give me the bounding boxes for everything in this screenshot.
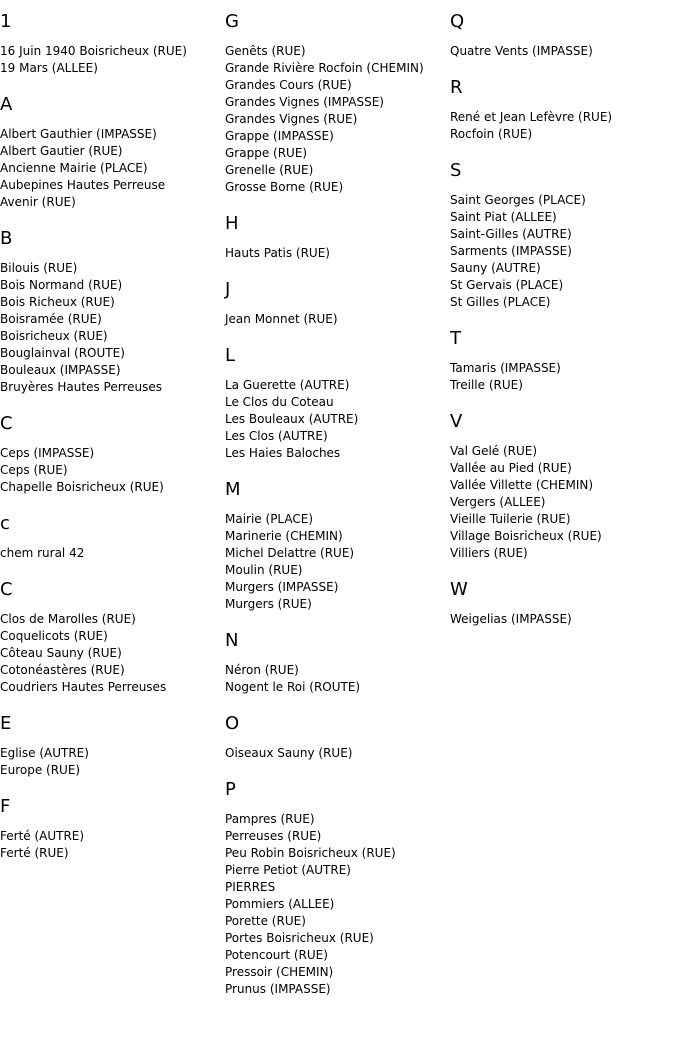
street-index-column-1 <box>0 9 225 877</box>
street-list <box>225 511 450 613</box>
street-link[interactable]: Bruyères Hautes Perreuses <box>0 380 162 394</box>
street-list <box>225 43 450 196</box>
letter-heading: L <box>225 345 236 366</box>
street-link[interactable]: Avenir (RUE) <box>0 195 76 209</box>
street-link[interactable]: Bouglainval (ROUTE) <box>0 346 125 360</box>
street-link[interactable]: Le Clos du Coteau <box>225 395 334 409</box>
letter-heading: 1 <box>0 11 12 32</box>
street-link[interactable]: Vieille Tuilerie (RUE) <box>450 512 571 526</box>
street-link[interactable]: Ferté (RUE) <box>0 846 69 860</box>
street-link[interactable]: Bouleaux (IMPASSE) <box>0 363 121 377</box>
letter-group <box>450 158 675 311</box>
street-link[interactable]: Grandes Vignes (RUE) <box>225 112 358 126</box>
street-link[interactable]: Prunus (IMPASSE) <box>225 982 331 996</box>
letter-group <box>225 711 450 762</box>
street-link[interactable]: Grappe (RUE) <box>225 146 308 160</box>
letter-group <box>225 628 450 696</box>
letter-heading: V <box>450 411 463 432</box>
street-link[interactable]: Moulin (RUE) <box>225 563 303 577</box>
street-link[interactable]: Potencourt (RUE) <box>225 948 328 962</box>
letter-group <box>450 577 675 628</box>
street-list <box>0 260 225 396</box>
street-list <box>0 611 225 696</box>
letter-group <box>225 343 450 462</box>
street-link[interactable]: St Gilles (PLACE) <box>450 295 551 309</box>
street-link[interactable]: Côteau Sauny (RUE) <box>0 646 122 660</box>
letter-heading: M <box>225 479 241 500</box>
street-link[interactable]: Oiseaux Sauny (RUE) <box>225 746 353 760</box>
letter-heading: C <box>0 413 13 434</box>
letter-heading: P <box>225 779 236 800</box>
street-list <box>450 360 675 394</box>
street-link[interactable]: Grosse Borne (RUE) <box>225 180 344 194</box>
street-link[interactable]: Pressoir (CHEMIN) <box>225 965 334 979</box>
street-link[interactable]: Weigelias (IMPASSE) <box>450 612 572 626</box>
letter-heading: R <box>450 77 463 98</box>
street-list <box>450 109 675 143</box>
street-link[interactable]: Boisramée (RUE) <box>0 312 102 326</box>
street-link[interactable]: Treille (RUE) <box>450 378 523 392</box>
letter-heading: W <box>450 579 468 600</box>
street-list <box>0 43 225 77</box>
street-link[interactable]: Nogent le Roi (ROUTE) <box>225 680 361 694</box>
street-link[interactable]: Albert Gautier (RUE) <box>0 144 123 158</box>
street-link[interactable]: Vergers (ALLEE) <box>450 495 546 509</box>
letter-group <box>450 75 675 143</box>
street-link[interactable]: Portes Boisricheux (RUE) <box>225 931 374 945</box>
letter-heading: G <box>225 11 239 32</box>
street-link[interactable]: Marinerie (CHEMIN) <box>225 529 343 543</box>
street-list <box>0 545 225 562</box>
street-link[interactable]: Les Clos (AUTRE) <box>225 429 328 443</box>
street-link[interactable]: Quatre Vents (IMPASSE) <box>450 44 593 58</box>
street-link[interactable]: Val Gelé (RUE) <box>450 444 538 458</box>
letter-heading: E <box>0 713 12 734</box>
letter-heading: T <box>450 328 461 349</box>
letter-heading: N <box>225 630 239 651</box>
street-link[interactable]: Perreuses (RUE) <box>225 829 322 843</box>
street-link[interactable]: Village Boisricheux (RUE) <box>450 529 602 543</box>
letter-heading: C <box>0 579 13 600</box>
street-link[interactable]: St Gervais (PLACE) <box>450 278 564 292</box>
street-link[interactable]: Bois Richeux (RUE) <box>0 295 115 309</box>
letter-heading: Q <box>450 11 465 32</box>
street-link[interactable]: Michel Delattre (RUE) <box>225 546 355 560</box>
street-link[interactable]: Sarments (IMPASSE) <box>450 244 572 258</box>
street-link[interactable]: Grande Rivière Rocfoin (CHEMIN) <box>225 61 424 75</box>
street-link[interactable]: Albert Gauthier (IMPASSE) <box>0 127 157 141</box>
letter-group <box>0 226 225 396</box>
street-link[interactable]: Sauny (AUTRE) <box>450 261 541 275</box>
street-link[interactable]: Mairie (PLACE) <box>225 512 314 526</box>
street-link[interactable]: Pommiers (ALLEE) <box>225 897 335 911</box>
street-list <box>450 43 675 60</box>
street-list <box>225 662 450 696</box>
street-link[interactable]: Ceps (IMPASSE) <box>0 446 95 460</box>
letter-group <box>225 211 450 262</box>
letter-group <box>450 9 675 60</box>
street-link[interactable]: 16 Juin 1940 Boisricheux (RUE) <box>0 44 187 58</box>
street-link[interactable]: Ancienne Mairie (PLACE) <box>0 161 148 175</box>
street-index-column-3 <box>450 9 675 643</box>
street-link[interactable]: Murgers (RUE) <box>225 597 312 611</box>
street-link[interactable]: Grandes Cours (RUE) <box>225 78 352 92</box>
letter-group <box>450 326 675 394</box>
street-list <box>225 311 450 328</box>
street-link[interactable]: Bilouis (RUE) <box>0 261 78 275</box>
street-link[interactable]: Ferté (AUTRE) <box>0 829 85 843</box>
letter-group <box>0 411 225 496</box>
letter-group <box>225 477 450 613</box>
street-link[interactable]: Clos de Marolles (RUE) <box>0 612 136 626</box>
street-link[interactable]: PIERRES <box>225 880 276 894</box>
letter-heading: F <box>0 796 11 817</box>
street-link[interactable]: Vallée Villette (CHEMIN) <box>450 478 594 492</box>
street-link[interactable]: Néron (RUE) <box>225 663 299 677</box>
street-link[interactable]: Rocfoin (RUE) <box>450 127 533 141</box>
street-list <box>225 745 450 762</box>
street-link[interactable]: Tamaris (IMPASSE) <box>450 361 561 375</box>
letter-group <box>0 511 225 562</box>
letter-group <box>0 577 225 696</box>
street-link[interactable]: Pierre Petiot (AUTRE) <box>225 863 351 877</box>
street-link[interactable]: Jean Monnet (RUE) <box>225 312 338 326</box>
street-list <box>450 611 675 628</box>
street-link[interactable]: Genêts (RUE) <box>225 44 306 58</box>
letter-group <box>0 794 225 862</box>
street-list <box>0 745 225 779</box>
letter-heading: c <box>0 513 10 534</box>
street-link[interactable]: René et Jean Lefèvre (RUE) <box>450 110 613 124</box>
letter-group <box>450 409 675 562</box>
street-link[interactable]: Les Bouleaux (AUTRE) <box>225 412 359 426</box>
street-link[interactable]: Villiers (RUE) <box>450 546 528 560</box>
street-link[interactable]: Boisricheux (RUE) <box>0 329 108 343</box>
letter-group <box>225 777 450 998</box>
letter-heading: A <box>0 94 13 115</box>
street-link[interactable]: Chapelle Boisricheux (RUE) <box>0 480 164 494</box>
letter-heading: S <box>450 160 462 181</box>
letter-heading: J <box>225 279 231 300</box>
street-link[interactable]: chem rural 42 <box>0 546 85 560</box>
street-link[interactable]: 19 Mars (ALLEE) <box>0 61 98 75</box>
street-list <box>450 443 675 562</box>
street-link[interactable]: Aubepines Hautes Perreuse <box>0 178 166 192</box>
letter-group <box>0 92 225 211</box>
street-link[interactable]: Eglise (AUTRE) <box>0 746 89 760</box>
letter-heading: B <box>0 228 13 249</box>
letter-heading: O <box>225 713 240 734</box>
street-link[interactable]: Cotonéastères (RUE) <box>0 663 125 677</box>
street-list <box>0 445 225 496</box>
street-index-column-2 <box>225 9 450 1013</box>
street-link[interactable]: Grenelle (RUE) <box>225 163 314 177</box>
street-list <box>0 828 225 862</box>
street-list <box>225 245 450 262</box>
street-link[interactable]: Vallée au Pied (RUE) <box>450 461 572 475</box>
street-link[interactable]: Grandes Vignes (IMPASSE) <box>225 95 384 109</box>
street-link[interactable]: Grappe (IMPASSE) <box>225 129 334 143</box>
street-link[interactable]: Murgers (IMPASSE) <box>225 580 339 594</box>
street-list <box>0 126 225 211</box>
letter-group <box>225 9 450 196</box>
street-link[interactable]: Les Haies Baloches <box>225 446 341 460</box>
street-link[interactable]: Coudriers Hautes Perreuses <box>0 680 167 694</box>
street-link[interactable]: Saint Piat (ALLEE) <box>450 210 557 224</box>
street-link[interactable]: Peu Robin Boisricheux (RUE) <box>225 846 396 860</box>
street-list <box>225 811 450 998</box>
letter-group <box>0 9 225 77</box>
street-link[interactable]: Europe (RUE) <box>0 763 81 777</box>
street-link[interactable]: Saint-Gilles (AUTRE) <box>450 227 572 241</box>
street-link[interactable]: Bois Normand (RUE) <box>0 278 123 292</box>
street-link[interactable]: Coquelicots (RUE) <box>0 629 108 643</box>
street-link[interactable]: Ceps (RUE) <box>0 463 68 477</box>
letter-heading: H <box>225 213 239 234</box>
letter-group <box>225 277 450 328</box>
street-link[interactable]: Saint Georges (PLACE) <box>450 193 586 207</box>
street-list <box>225 377 450 462</box>
street-link[interactable]: Pampres (RUE) <box>225 812 315 826</box>
letter-group <box>0 711 225 779</box>
street-link[interactable]: La Guerette (AUTRE) <box>225 378 350 392</box>
street-list <box>450 192 675 311</box>
street-link[interactable]: Porette (RUE) <box>225 914 306 928</box>
street-link[interactable]: Hauts Patis (RUE) <box>225 246 330 260</box>
